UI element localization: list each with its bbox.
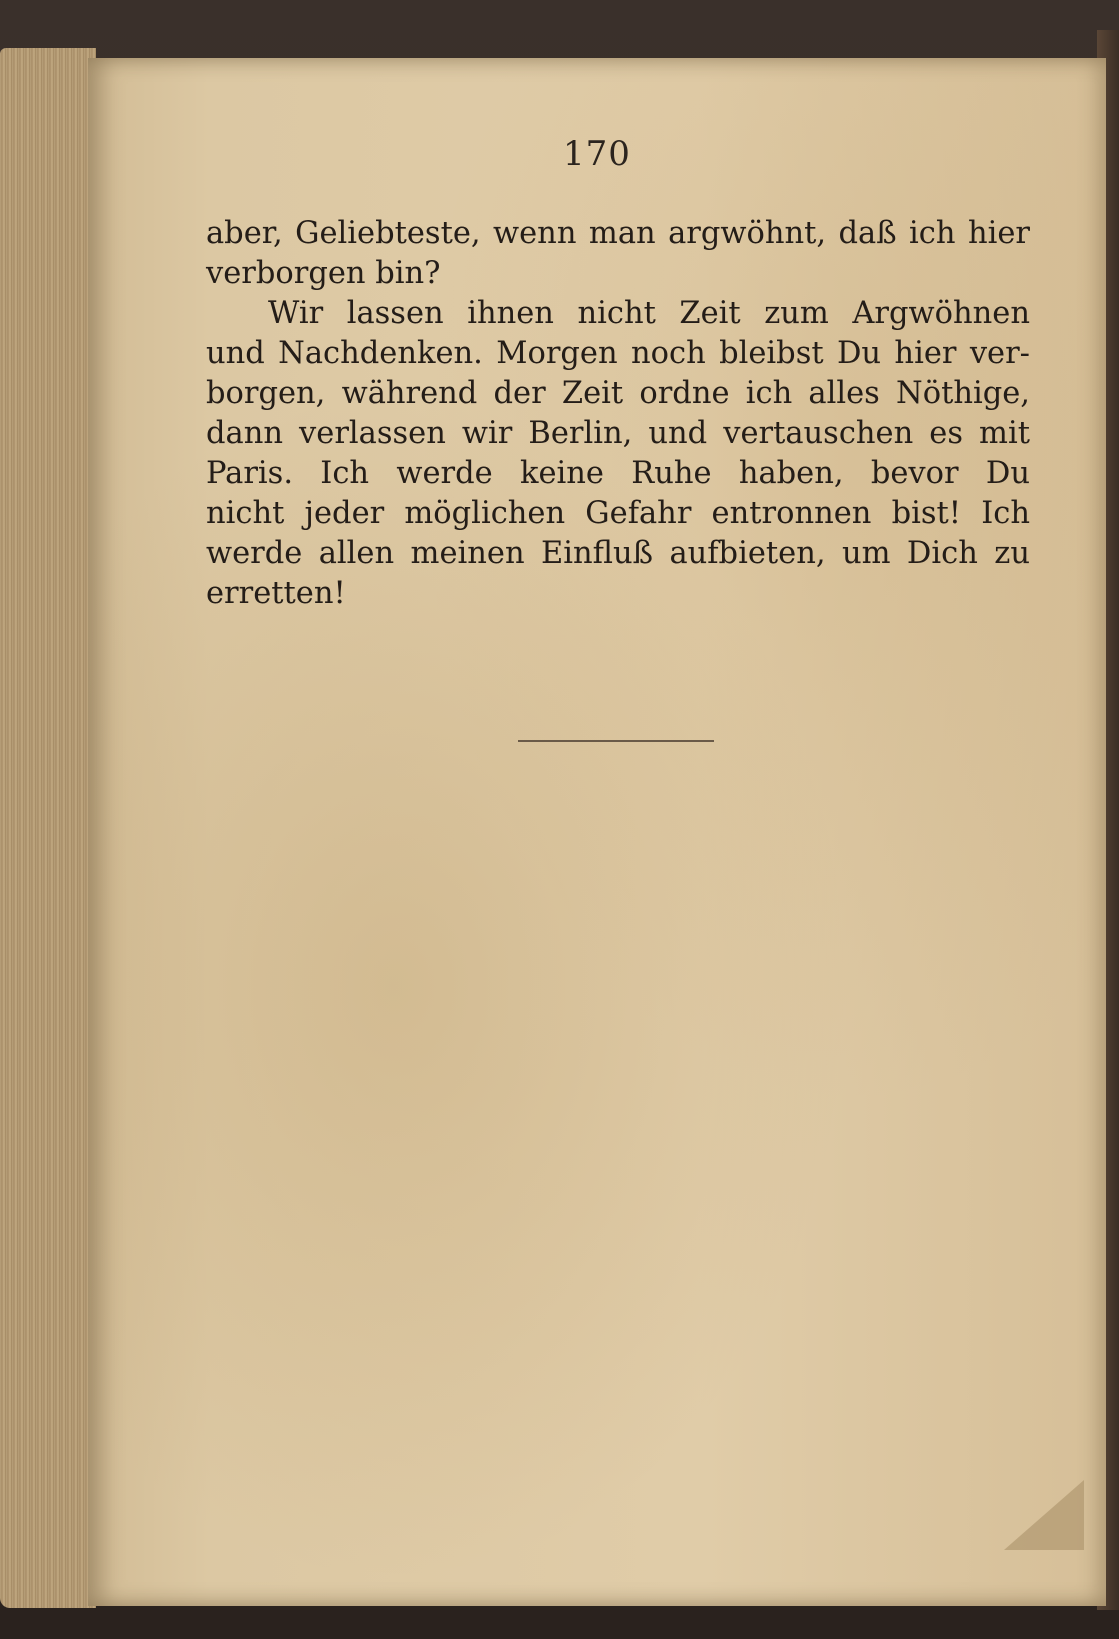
text-line: aber, Geliebteste, wenn man argwöhnt, daß ich hier [206, 216, 1030, 251]
text-line: Paris. Ich werde keine Ruhe haben, bevor Du [206, 456, 1030, 491]
section-divider [518, 740, 714, 742]
page-number: 170 [563, 134, 631, 174]
text-line: dann verlassen wir Berlin, und vertauschen es mit [206, 416, 1030, 451]
body-text [206, 214, 1030, 614]
text-line: verborgen bin? [206, 256, 441, 291]
text-line: borgen, während der Zeit ordne ich alles Nöthige, [206, 376, 1030, 411]
page-edges [0, 48, 96, 1608]
text-line: nicht jeder möglichen Gefahr entronnen bist! Ich [206, 496, 1030, 531]
text-line: und Nachdenken. Morgen noch bleibst Du hier ver- [206, 336, 1030, 371]
page-corner-fold [1004, 1480, 1084, 1550]
text-line: erretten! [206, 576, 346, 611]
text-line: werde allen meinen Einfluß aufbieten, um Dich zu [206, 536, 1030, 571]
text-line: Wir lassen ihnen nicht Zeit zum Argwöhnen [268, 296, 1030, 331]
book-page [88, 58, 1106, 1606]
